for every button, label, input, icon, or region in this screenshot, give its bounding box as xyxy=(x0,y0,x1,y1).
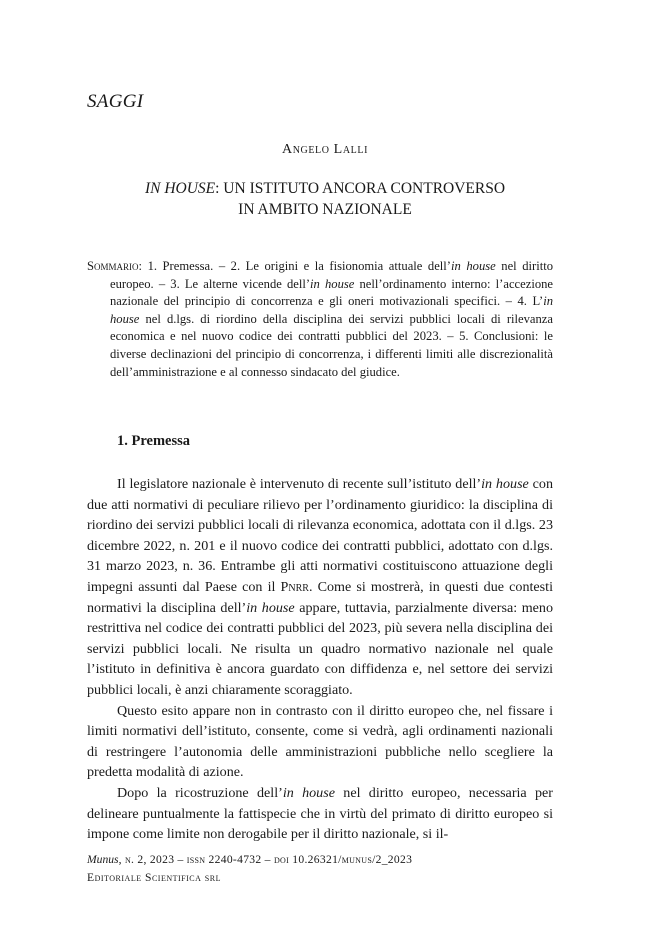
p3-text-a: Dopo la ricostruzione dell’ xyxy=(117,784,283,801)
footer-citation xyxy=(87,851,412,869)
summary-text-2: nel diritto europeo. – 3. Le alterne vicende dell’ xyxy=(110,259,553,291)
p1-text-g: appare, tuttavia, parzialmente diversa: meno restrittiva nel codice dei contratti pubblici del 2023, più severa nella disciplina dei servizi pubblici locali. Ne risulta un quadro normativo nazionale nel quale l’istituto in definitiva è ancora guardato con diffidenza e, nel settore dei servizi pubblici locali, è anzi chiaramente scoraggiato. xyxy=(87,599,554,698)
section-label: SAGGI xyxy=(87,91,144,112)
body-text xyxy=(87,474,553,845)
p1-italic-f: in house xyxy=(246,599,295,616)
p1-acronym: Pnrr xyxy=(280,578,309,595)
summary-italic-3: in house xyxy=(110,294,553,326)
publisher-name: Editoriale Scientifica srl xyxy=(87,871,221,884)
section-heading: 1. Premessa xyxy=(117,433,191,449)
p1-text-c: con due atti normativi di peculiare rilievo per l’ordinamento giuridico: la disciplina di riordino dei servizi pubblici locali di rilevanza economica, adottata con il d.lgs. 23 dicembre 2022, n. 201 e il nuovo codice dei contratti pubblici, adottato con d.lgs. 31 marzo 2023, n. 36. Entrambe gli atti normativi costituiscono attuazione degli impegni assunti dal Paese con il xyxy=(87,476,553,595)
journal-name: Munus xyxy=(87,853,119,866)
summary-text-3: nell’ordinamento interno: l’accezione nazionale del principio di concorrenza e gli oneri motivazionali specifici. – 4. L’ xyxy=(110,276,554,309)
summary xyxy=(87,258,553,381)
p1-italic-b: in house xyxy=(481,476,529,492)
summary-text-4: nel d.lgs. di riordino della disciplina dei servizi pubblici locali di rilevanza economica e nel nuovo codice dei contratti pubblici del 2023. – 5. Conclusioni: le diverse declinazioni del principio di concorrenza, i differenti limiti alle discrezionalità dell’amministrazione e al connesso sindacato del giudice. xyxy=(110,311,553,379)
p1-text-e: . Come si mostrerà, in questi due contesti normativi la disciplina dell’ xyxy=(87,578,553,616)
paragraph-3 xyxy=(87,783,553,845)
p3-text-c: nel diritto europeo, necessaria per delineare puntualmente la fattispecie che in virtù del primato di diritto europeo si impone come limite non derogabile per il diritto nazionale, si il- xyxy=(87,784,553,843)
article-title xyxy=(87,178,563,220)
paragraph-1 xyxy=(87,474,553,701)
p1-text-a: Il legislatore nazionale è intervenuto di recente sull’istituto dell’ xyxy=(117,476,482,492)
author-name: Angelo Lalli xyxy=(281,142,368,157)
footer xyxy=(87,851,412,887)
paragraph-2: Questo esito appare non in contrasto con il diritto europeo che, nel fissare i limiti normativi dell’istituto, consente, come si vedrà, agli ordinamenti nazionali di restringere l’autonomia delle amministrazioni pubbliche nello scegliere la predetta modalità di azione. xyxy=(87,702,553,781)
title-italic: IN HOUSE xyxy=(144,180,216,197)
summary-text-1: : 1. Premessa. – 2. Le origini e la fisionomia attuale dell’ xyxy=(138,259,451,273)
summary-lead: Sommario xyxy=(87,259,139,273)
title-line2: IN AMBITO NAZIONALE xyxy=(238,201,412,218)
summary-italic-1: in house xyxy=(451,259,496,273)
summary-italic-2: in house xyxy=(310,276,355,291)
p3-italic-b: in house xyxy=(282,784,335,801)
journal-meta: , n. 2, 2023 – issn 2240-4732 – doi 10.26321/munus/2_2023 xyxy=(118,853,413,866)
title-line1-rest: : UN ISTITUTO ANCORA CONTROVERSO xyxy=(215,180,506,197)
